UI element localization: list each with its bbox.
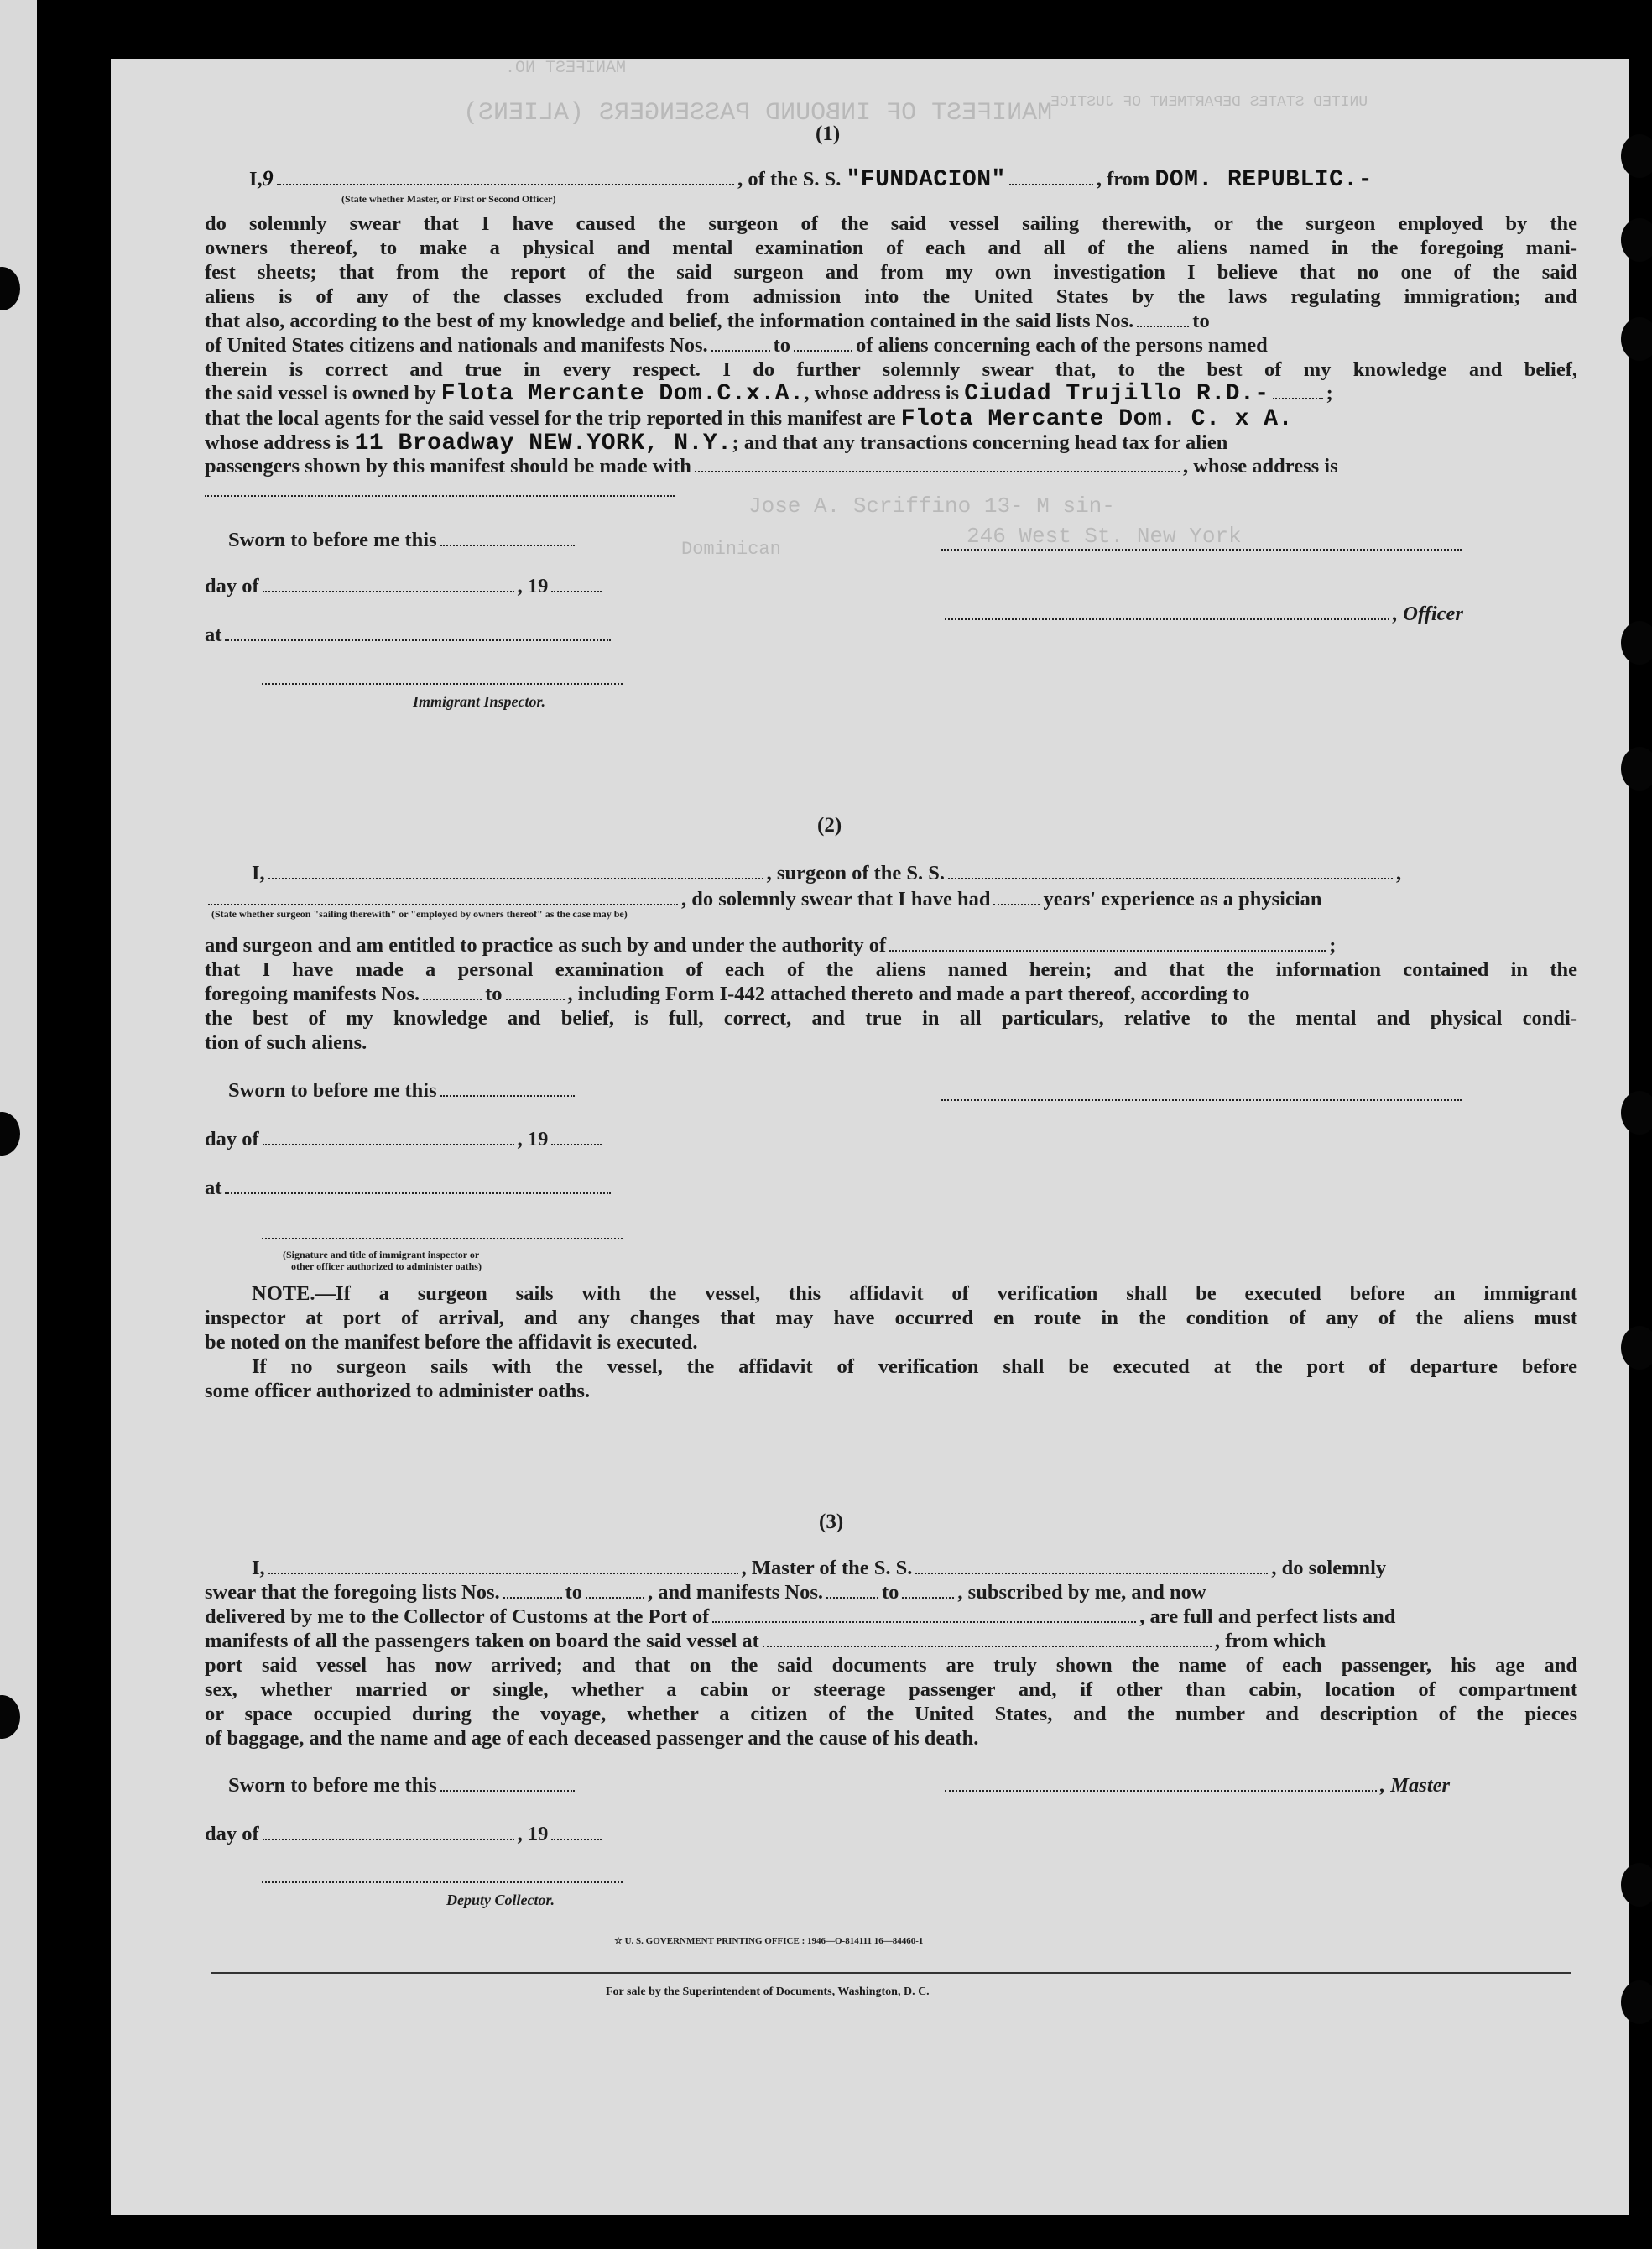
- oath-text-line: port said vessel has now arrived; and that on the said documents are truly shown the name of each passenger, his age and: [205, 1654, 1577, 1677]
- punch-hole: [1621, 1326, 1652, 1370]
- punch-hole: [1621, 1980, 1652, 2024]
- day-line: day of , 19: [205, 1128, 605, 1151]
- punch-hole: [1621, 1863, 1652, 1907]
- printing-office-imprint: ☆ U. S. GOVERNMENT PRINTING OFFICE : 1946—O-814111 16—84460-1: [614, 1936, 924, 1946]
- master-line: [249, 166, 1373, 193]
- section-3-number: (3): [819, 1511, 844, 1533]
- day-line: day of , 19: [205, 1823, 605, 1846]
- handwritten-mark: 9: [262, 166, 274, 190]
- agents-line: that the local agents for the said vessel for the trip reported in this manifest are Flota Mercante Dom. C. x A.: [205, 406, 1293, 432]
- punch-hole: [1621, 218, 1652, 262]
- master-signature-line: , Master: [941, 1774, 1450, 1798]
- signature-line: [941, 1099, 1462, 1101]
- owner-value: Flota Mercante Dom.C.x.A.: [440, 381, 805, 407]
- ship-name-value: "FUNDACION": [846, 167, 1006, 193]
- oath-text-line: the best of my knowledge and belief, is full, correct, and true in all particulars, relative to the mental and physical condi-: [205, 1007, 1577, 1030]
- bleed-through-subtitle: MANIFEST NO.: [505, 59, 627, 78]
- inspector-label: Immigrant Inspector.: [413, 693, 546, 710]
- head-tax-line: passengers shown by this manifest should be made with , whose address is: [205, 455, 1338, 477]
- officer-line: , Officer: [941, 603, 1463, 626]
- section-1-number: (1): [816, 123, 841, 145]
- oath-text-line: manifests of all the passengers taken on board the said vessel at , from which: [205, 1630, 1326, 1652]
- address-line: [205, 495, 675, 497]
- master-note: (State whether Master, or First or Second Officer): [341, 193, 556, 205]
- owner-address-value: Ciudad Trujillo R.D.-: [964, 381, 1269, 407]
- oath-text-line: aliens is of any of the classes excluded from admission into the United States by the laws regulating immigration; and: [205, 285, 1577, 308]
- oath-text-line: of United States citizens and nationals and manifests Nos. to of aliens concerning each of the persons named: [205, 334, 1268, 357]
- sale-notice: For sale by the Superintendent of Documents, Washington, D. C.: [606, 1985, 930, 1998]
- section-2-number: (2): [817, 814, 842, 837]
- signature-line: [941, 549, 1462, 551]
- manifest-back-page: [111, 59, 1629, 2215]
- agents-address-value: 11 Broadway NEW.YORK, N.Y.: [354, 430, 732, 457]
- pronoun-label: I,: [249, 168, 263, 190]
- day-line: day of , 19: [205, 575, 605, 598]
- oath-text-line: swear that the foregoing lists Nos. to , and manifests Nos. to , subscribed by me, and now: [205, 1581, 1206, 1604]
- oath-text-line: do solemnly swear that I have caused the surgeon of the said vessel sailing therewith, or the surgeon employed by the: [205, 212, 1577, 235]
- bleed-through-row: Jose A. Scriffino 13- M sin-: [748, 493, 1115, 519]
- punch-hole: [1621, 1091, 1652, 1135]
- punch-hole: [1621, 621, 1652, 665]
- agents-address-line: whose address is 11 Broadway NEW.YORK, N.Y.; and that any transactions concerning head tax for alien: [205, 430, 1228, 457]
- bleed-through-row: 246 West St. New York: [967, 524, 1242, 549]
- oath-text-line: fest sheets; that from the report of the said surgeon and from my own investigation I believe that no one of the said: [205, 261, 1577, 284]
- punch-hole: [1621, 747, 1652, 791]
- collector-signature-line: [262, 1881, 623, 1883]
- oath-text-line: therein is correct and true in every respect. I do further solemnly swear that, to the best of my knowledge and belief,: [205, 358, 1577, 381]
- note-line: inspector at port of arrival, and any changes that may have occurred en route in the condition of any of the aliens must: [205, 1307, 1577, 1329]
- agents-value: Flota Mercante Dom. C. x A.: [900, 406, 1293, 432]
- master-s3-line: I, , Master of the S. S. , do solemnly: [252, 1557, 1387, 1579]
- from-label: , from: [1096, 168, 1150, 190]
- oath-text-line: or space occupied during the voyage, whether a citizen of the United States, and the number and description of the pieces: [205, 1703, 1577, 1725]
- surgeon-experience-line: , do solemnly swear that I have had years' experience as a physician: [205, 888, 1322, 911]
- of-ss-label: , of the S. S.: [737, 168, 842, 190]
- footer-rule: [211, 1972, 1571, 1974]
- surgeon-note: (State whether surgeon "sailing therewith" or "employed by owners thereof" as the case may be): [211, 908, 628, 920]
- oath-text-line: of baggage, and the name and age of each deceased passenger and the cause of his death.: [205, 1727, 979, 1750]
- signature-note: (Signature and title of immigrant inspector or: [283, 1249, 480, 1260]
- bleed-through-title: MANIFEST OF INBOUND PASSENGERS (ALIENS): [463, 99, 1053, 128]
- note-line: be noted on the manifest before the affidavit is executed.: [205, 1331, 698, 1354]
- bleed-through-dept: UNITED STATES DEPARTMENT OF JUSTICE: [1050, 94, 1368, 111]
- sworn-line: Sworn to before me this: [228, 1774, 578, 1798]
- note-line: NOTE.—If a surgeon sails with the vessel, this affidavit of verification shall be executed before an immigrant: [252, 1282, 1577, 1305]
- signature-note: other officer authorized to administer oaths): [291, 1260, 482, 1272]
- at-line: at: [205, 1177, 614, 1200]
- oath-text-line: foregoing manifests Nos. to , including Form I-442 attached thereto and made a part thereof, according to: [205, 983, 1250, 1005]
- note-label: NOTE.: [252, 1282, 315, 1305]
- note-line: some officer authorized to administer oaths.: [205, 1380, 591, 1402]
- punch-hole: [1621, 134, 1652, 178]
- inspector-signature-line: [262, 683, 623, 685]
- oath-text-line: that also, according to the best of my knowledge and belief, the information contained in the said lists Nos. to: [205, 310, 1210, 332]
- sworn-line: Sworn to before me this: [228, 529, 578, 552]
- at-line: at: [205, 624, 614, 647]
- oath-text-line: and surgeon and am entitled to practice as such by and under the authority of ;: [205, 934, 1337, 957]
- note-line: If no surgeon sails with the vessel, the affidavit of verification shall be executed at the port of departure before: [252, 1355, 1577, 1378]
- oath-text-line: delivered by me to the Collector of Customs at the Port of , are full and perfect lists and: [205, 1605, 1396, 1628]
- officer-signature-line: [262, 1238, 623, 1239]
- oath-text-line: owners thereof, to make a physical and mental examination of each and all of the aliens named in the foregoing mani-: [205, 237, 1577, 259]
- oath-text-line: that I have made a personal examination of each of the aliens named herein; and that the information contained in the: [205, 958, 1577, 981]
- sworn-line: Sworn to before me this: [228, 1079, 578, 1103]
- owner-line: the said vessel is owned by Flota Mercante Dom.C.x.A., whose address is Ciudad Trujillo R.D.- ;: [205, 381, 1333, 407]
- oath-text-line: sex, whether married or single, whether a cabin or steerage passenger and, if other than cabin, location of compartment: [205, 1678, 1577, 1701]
- oath-text-line: tion of such aliens.: [205, 1031, 367, 1054]
- collector-label: Deputy Collector.: [446, 1892, 555, 1908]
- punch-hole: [1621, 317, 1652, 361]
- surgeon-line: I, , surgeon of the S. S. ,: [252, 862, 1402, 884]
- from-place-value: DOM. REPUBLIC.-: [1154, 167, 1373, 193]
- bleed-through-row: Dominican: [681, 539, 781, 560]
